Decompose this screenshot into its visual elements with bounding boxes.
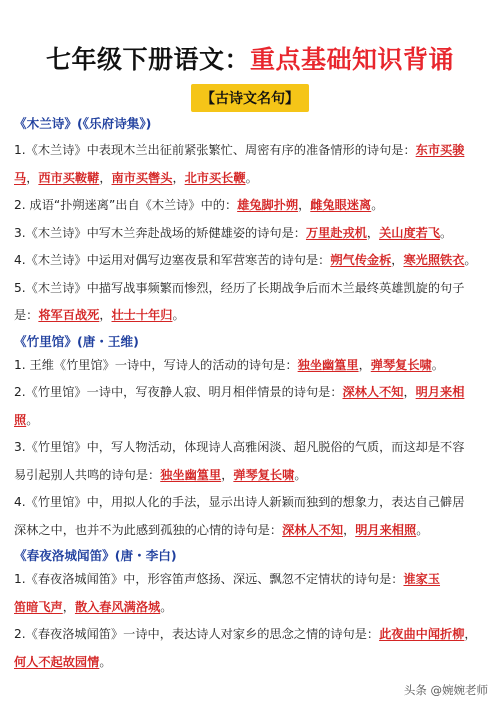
punctuation: 。 — [245, 170, 258, 185]
mulan-q5-line1 — [14, 275, 488, 303]
punctuation: ， — [366, 225, 380, 240]
punctuation: ， — [403, 385, 416, 399]
answer-text: 独坐幽篁里 — [160, 467, 222, 482]
chunye-q1-line2 — [14, 594, 488, 622]
question-text: 4.《木兰诗》中运用对偶写边塞夜景和军营寒苦的诗句是： — [14, 253, 331, 267]
answer-text: 深林人不知 — [282, 522, 344, 537]
punctuation: ， — [62, 599, 75, 614]
punctuation: ， — [358, 357, 371, 372]
zhuliguan-q4-line2 — [14, 517, 488, 545]
question-text: 2. 成语“扑朔迷离”出自《木兰诗》中的： — [14, 198, 238, 212]
answer-text: 万里赴戎机 — [305, 225, 367, 240]
title-red-part: 重点基础知识背诵 — [250, 45, 455, 74]
punctuation: ， — [99, 308, 112, 322]
punctuation: ， — [343, 522, 356, 537]
answer-text: 雄兔脚扑朔 — [237, 198, 299, 212]
chunye-heading: 《春夜洛城闻笛》(唐・李白) — [14, 548, 177, 563]
punctuation: 。 — [416, 522, 429, 537]
page-title — [0, 40, 500, 76]
zhuliguan-q4-line1 — [14, 489, 488, 517]
question-text: 3.《木兰诗》中写木兰奔赴战场的矫健雄姿的诗句是： — [14, 225, 306, 240]
answer-text: 笛暗飞声 — [14, 599, 63, 614]
answer-text: 深林人不知 — [342, 385, 404, 399]
answer-text: 照 — [14, 412, 27, 427]
punctuation: 。 — [172, 308, 185, 322]
chunye-q1-line1 — [14, 566, 488, 594]
punctuation: 。 — [99, 654, 112, 669]
punctuation: 。 — [440, 225, 453, 240]
answer-text: 弹琴复长啸 — [233, 467, 295, 482]
punctuation: ， — [99, 170, 112, 185]
mulan-q2 — [14, 192, 488, 220]
answer-text: 西市买鞍鞯 — [38, 170, 100, 185]
zhuliguan-q3-line1 — [14, 434, 488, 462]
punctuation: 。 — [26, 412, 39, 427]
zhuliguan-q1 — [14, 352, 488, 380]
answer-text: 关山度若飞 — [379, 225, 441, 240]
answer-text: 独坐幽篁里 — [297, 357, 359, 372]
punctuation: 。 — [294, 467, 307, 482]
punctuation: ， — [298, 198, 311, 212]
punctuation: ， — [172, 170, 185, 185]
question-text: 5.《木兰诗》中描写战事频繁而惨烈，经历了长期战争后而木兰最终英雄凯旋的句子 — [14, 280, 465, 295]
answer-text: 壮士十年归 — [111, 308, 173, 322]
question-text: 深林之中，也并不为此感到孤独的心情的诗句是： — [14, 522, 283, 537]
chunye-q2-line2 — [14, 649, 488, 677]
answer-text: 雌兔眼迷离 — [310, 198, 372, 212]
answer-text: 明月来相 — [415, 385, 465, 399]
mulan-q1-line1 — [14, 137, 488, 165]
zhuliguan-heading: 《竹里馆》(唐・王维) — [14, 333, 139, 349]
mulan-q1-line2 — [14, 165, 488, 193]
punctuation: ， — [464, 627, 477, 641]
punctuation: 。 — [431, 357, 444, 372]
question-text: 4.《竹里馆》中，用拟人化的手法，显示出诗人新颖而独到的想象力，表达自己僻居 — [14, 495, 465, 509]
answer-text: 寒光照铁衣 — [403, 253, 465, 267]
title-black-part: 七年级下册语文： — [45, 45, 250, 74]
answer-text: 弹琴复长啸 — [370, 357, 432, 372]
punctuation: ， — [221, 467, 234, 482]
answer-text: 此夜曲中闻折柳 — [379, 627, 465, 641]
mulan-q3 — [14, 220, 488, 248]
answer-text: 明月来相照 — [355, 522, 417, 537]
punctuation: 。 — [371, 198, 384, 212]
zhuliguan-q3-line2 — [14, 462, 488, 490]
question-text: 2.《春夜洛城闻笛》一诗中，表达诗人对家乡的思念之情的诗句是： — [14, 627, 380, 641]
chunye-q2-line1 — [14, 621, 488, 649]
punctuation: 。 — [160, 599, 173, 614]
question-text: 1. 王维《竹里馆》一诗中，写诗人的活动的诗句是： — [14, 357, 298, 372]
question-text: 1.《木兰诗》中表现木兰出征前紧张繁忙、周密有序的准备情形的诗句是： — [14, 143, 416, 157]
question-text: 是： — [14, 308, 39, 322]
answer-text: 将军百战死 — [38, 308, 100, 322]
content — [14, 114, 488, 676]
answer-text: 何人不起故园情 — [14, 654, 100, 669]
mulan-heading: 《木兰诗》(《乐府诗集》) — [14, 116, 152, 131]
question-text: 易引起别人共鸣的诗句是： — [14, 467, 161, 482]
answer-text: 谁家玉 — [403, 572, 441, 586]
question-text: 1.《春夜洛城闻笛》中，形容笛声悠扬、深远、飘忽不定情状的诗句是： — [14, 572, 404, 586]
section-label-text: 【古诗文名句】 — [191, 84, 309, 112]
answer-text: 南市买辔头 — [111, 170, 173, 185]
answer-text: 散入春风满洛城 — [74, 599, 161, 614]
section-label — [0, 84, 500, 112]
answer-text: 马 — [14, 170, 27, 185]
answer-text: 北市买长鞭 — [184, 170, 246, 185]
question-text: 3.《竹里馆》中，写人物活动，体现诗人高雅闲淡、超凡脱俗的气质，而这却是不容 — [14, 440, 465, 454]
question-text: 2.《竹里馆》一诗中，写夜静人寂、明月相伴情景的诗句是： — [14, 385, 343, 399]
mulan-q5-line2 — [14, 302, 488, 330]
watermark: 头条 @婉婉老师 — [403, 683, 488, 697]
answer-text: 东市买骏 — [415, 143, 465, 157]
mulan-q4 — [14, 247, 488, 275]
zhuliguan-q2-line2 — [14, 407, 488, 435]
punctuation: ， — [391, 253, 404, 267]
punctuation: 。 — [464, 253, 477, 267]
punctuation: ， — [26, 170, 39, 185]
zhuliguan-q2-line1 — [14, 379, 488, 407]
answer-text: 朔气传金柝 — [330, 253, 392, 267]
